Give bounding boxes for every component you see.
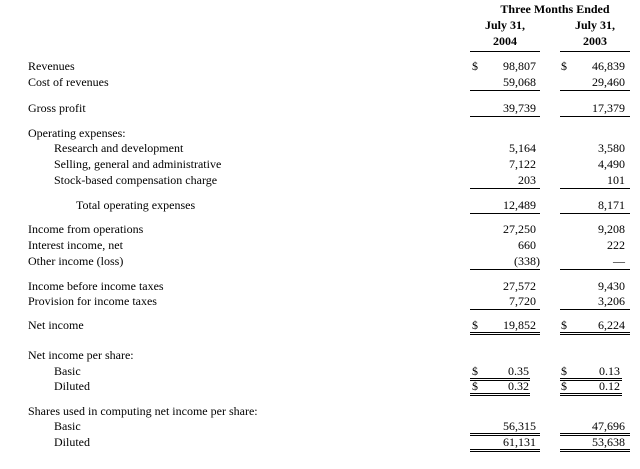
section-net-income-per-share: Net income per share: xyxy=(28,348,134,362)
row-label-rnd: Research and development xyxy=(54,141,184,155)
value-2004-cost-of-revenues: 59,068 xyxy=(503,75,536,89)
value-2004-total-opex: 12,489 xyxy=(503,198,536,212)
underline-2003 xyxy=(560,433,630,434)
currency-symbol: $ xyxy=(561,318,567,332)
value-2004-interest-income: 660 xyxy=(518,238,536,252)
value-2003-sga: 4,490 xyxy=(598,157,625,171)
total-double-line-2004 xyxy=(470,334,540,335)
value-2003-interest-income: 222 xyxy=(607,238,625,252)
total-double-line-2004 xyxy=(470,332,540,333)
underline-2003 xyxy=(560,395,622,396)
col-2003-year: 2003 xyxy=(583,34,607,48)
subtotal-line-2004 xyxy=(470,213,540,214)
currency-symbol: $ xyxy=(472,59,478,73)
value-2003-revenues: 46,839 xyxy=(592,59,625,73)
value-2004-income-ops: 27,250 xyxy=(503,222,536,236)
row-label-nips-basic: Basic xyxy=(54,364,81,378)
value-2004-nips-basic: 0.35 xyxy=(508,364,529,378)
value-2004-other-income: (338) xyxy=(514,254,540,268)
header-underline-2004 xyxy=(470,51,540,52)
row-label-total-opex: Total operating expenses xyxy=(76,198,196,212)
row-label-income-ops: Income from operations xyxy=(28,222,144,236)
subtotal-line-2004 xyxy=(470,309,540,310)
underline-2004 xyxy=(470,393,530,394)
total-double-line-2003 xyxy=(560,332,630,333)
currency-symbol: $ xyxy=(472,364,478,378)
col-2003-date: July 31, xyxy=(574,18,615,32)
value-2004-gross-profit: 39,739 xyxy=(503,101,536,115)
value-2003-nips-diluted: 0.12 xyxy=(599,379,620,393)
underline-2003 xyxy=(560,393,622,394)
subtotal-line-2003 xyxy=(560,269,630,270)
subtotal-line-2003 xyxy=(560,188,630,189)
underline-2004 xyxy=(470,451,540,452)
row-label-other-income: Other income (loss) xyxy=(28,254,124,268)
header-underline-2003 xyxy=(560,51,630,52)
value-2004-shares-diluted: 61,131 xyxy=(503,435,536,449)
value-2003-stock-comp: 101 xyxy=(607,173,625,187)
section-operating-expenses: Operating expenses: xyxy=(28,126,126,140)
subtotal-line-2004 xyxy=(470,269,540,270)
row-label-shares-diluted: Diluted xyxy=(54,435,90,449)
value-2003-shares-basic: 47,696 xyxy=(592,419,625,433)
underline-2004 xyxy=(470,395,530,396)
row-label-revenues: Revenues xyxy=(28,59,75,73)
col-2004-date: July 31, xyxy=(484,18,525,32)
underline-2003 xyxy=(560,449,630,450)
subtotal-line-2003 xyxy=(560,309,630,310)
currency-symbol: $ xyxy=(472,379,478,393)
value-2004-revenues: 98,807 xyxy=(503,59,536,73)
row-label-interest-income: Interest income, net xyxy=(28,238,123,252)
subtotal-line-2003 xyxy=(560,213,630,214)
row-label-gross-profit: Gross profit xyxy=(28,101,86,115)
value-2003-shares-diluted: 53,638 xyxy=(592,435,625,449)
subtotal-line-2003 xyxy=(560,90,630,91)
period-title: Three Months Ended xyxy=(500,2,610,16)
value-2003-net-income: 6,224 xyxy=(598,318,625,332)
subtotal-line-2004 xyxy=(470,188,540,189)
currency-symbol: $ xyxy=(472,318,478,332)
value-2003-rnd: 3,580 xyxy=(598,141,625,155)
row-label-nips-diluted: Diluted xyxy=(54,379,90,393)
currency-symbol: $ xyxy=(561,379,567,393)
value-2004-tax-provision: 7,720 xyxy=(509,294,536,308)
value-2003-gross-profit: 17,379 xyxy=(592,101,625,115)
currency-symbol: $ xyxy=(561,364,567,378)
value-2003-other-income: — xyxy=(613,254,625,268)
value-2003-tax-provision: 3,206 xyxy=(598,294,625,308)
row-label-income-before-tax: Income before income taxes xyxy=(28,279,164,293)
value-2003-total-opex: 8,171 xyxy=(598,198,625,212)
underline-2004 xyxy=(470,449,540,450)
value-2004-sga: 7,122 xyxy=(509,157,536,171)
row-label-shares-basic: Basic xyxy=(54,419,81,433)
row-label-cost-of-revenues: Cost of revenues xyxy=(28,75,109,89)
value-2004-nips-diluted: 0.32 xyxy=(508,379,529,393)
underline-2003 xyxy=(560,451,630,452)
subtotal-line-2003 xyxy=(560,116,630,117)
currency-symbol: $ xyxy=(561,59,567,73)
row-label-tax-provision: Provision for income taxes xyxy=(28,294,157,308)
value-2003-cost-of-revenues: 29,460 xyxy=(592,75,625,89)
value-2003-income-ops: 9,208 xyxy=(598,222,625,236)
row-label-sga: Selling, general and administrative xyxy=(54,157,222,171)
value-2003-nips-basic: 0.13 xyxy=(599,364,620,378)
col-2004-year: 2004 xyxy=(493,34,517,48)
value-2004-income-before-tax: 27,572 xyxy=(503,279,536,293)
value-2004-net-income: 19,852 xyxy=(503,318,536,332)
row-label-net-income: Net income xyxy=(28,318,84,332)
total-double-line-2003 xyxy=(560,334,630,335)
value-2004-rnd: 5,164 xyxy=(509,141,536,155)
subtotal-line-2004 xyxy=(470,90,540,91)
value-2003-income-before-tax: 9,430 xyxy=(598,279,625,293)
value-2004-shares-basic: 56,315 xyxy=(503,419,536,433)
underline-2004 xyxy=(470,433,540,434)
section-shares-used: Shares used in computing net income per share: xyxy=(28,404,258,418)
row-label-stock-comp: Stock-based compensation charge xyxy=(54,173,218,187)
value-2004-stock-comp: 203 xyxy=(518,173,536,187)
subtotal-line-2004 xyxy=(470,116,540,117)
